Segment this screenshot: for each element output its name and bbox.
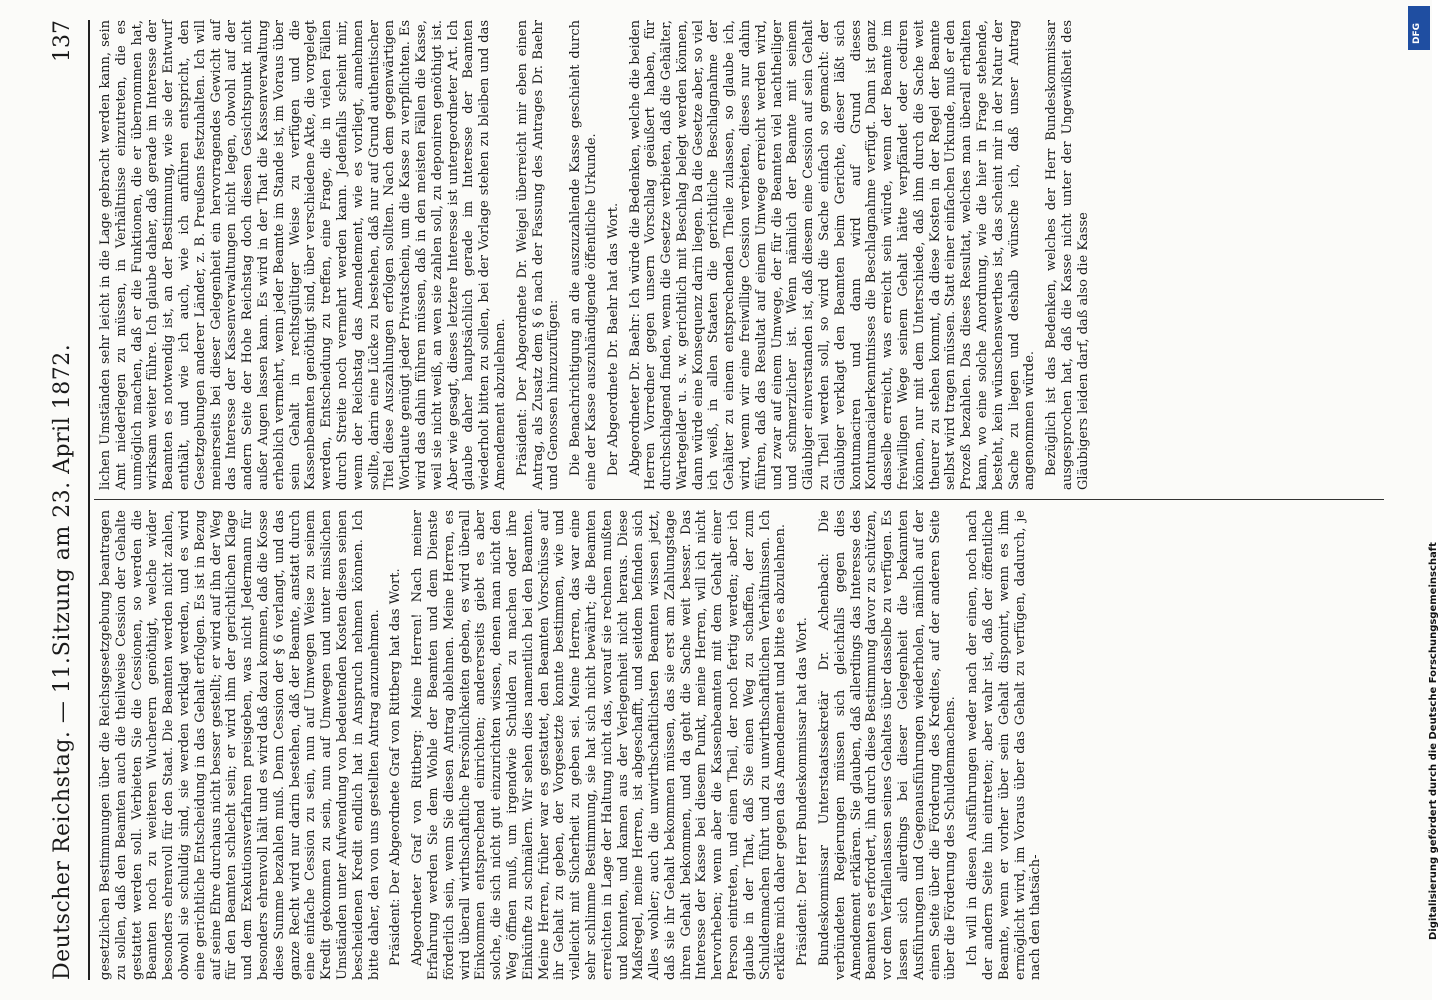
digitization-credit-text: Digitalisierung gefördert durch die Deutsche Forschungsgemeinschaft — [1428, 542, 1439, 940]
paragraph: Präsident: Der Herr Bundeskommissar hat das Wort. — [795, 617, 811, 966]
paragraph: Bundeskommissar Unterstaatssekretär Dr. Achenbach: Die verbündeten Regierungen müssen sich gleichfalls gegen dies Amendement erklären. Sie glauben, daß allerdings das Interesse des Beamten es erfordert, ihn durch diese Bestimmung davor zu schützen, vor dem Verfallenlassen seines Gehaltes über dasselbe zu verfügen. Es lassen sich allerdings bei dieser Gelegenheit die bekannten Ausführungen und Gegenausführungen wiederholen, nämlich auf der einen Seite über die Förderung des Kredites, auf der anderen Seite über die Förderung des Schuldenmachens. — [817, 510, 959, 980]
paragraph: lichen Umständen sehr leicht in die Lage gebracht werden kann, sein Amt niederlegen zu müssen, in Verhältnisse einzutreten, die es unmöglich machen, daß er die Funktionen, die er übernommen hat, wirksam weiter führe. Ich glaube daher, daß gerade im Interesse der Beamten es notwendig ist, an der Bestimmung, wie sie der Entwurf enthält, und wie ich auch, wie ich anführen entspricht, den Gesetzgebungen anderer Länder, z. B. Preußens festzuhalten. Ich will meinerseits bei dieser Gelegenheit ein hervorragendes Gewicht auf das Interesse der Kassenverwaltungen nicht legen, obwohl auf der andern Seite der Hohe Reichstag doch diesen Gesichtspunkt nicht außer Augen lassen kann. Es wird in der That die Kassenverwaltung erheblich vermehrt, wenn jeder Beamte im Stande ist, im Voraus über sein Gehalt in rechtsgültiger Weise zu verfügen und die Kassenbeamten genöthigt sind, über verschiedene Akte, die vorgelegt werden, Entscheidung zu treffen, eine Frage, die in vielen Fällen durch Streite noch vermehrt werden kann. Jedenfalls scheint mir, wenn der Reichstag das Amendement, wie es vorliegt, annehmen sollte, darin eine Lücke zu bestehen, daß nur auf Grund authentischer Titel diese Auszahlungen erfolgen sollten. Nach dem gegenwärtigen Wortlaute genügt jeder Privatschein, um die Kasse zu verpflichten. Es wird das dahin führen müssen, daß in den meisten Fällen die Kasse, weil sie nicht weiß, an wen sie zahlen soll, zu deponiren genöthigt ist. Aber wie gesagt, dieses letztere Interesse ist untergeordneter Art. Ich glaube daher hauptsächlich gerade im Interesse der Beamten wiederholt bitten zu sollen, bei der Vorlage stehen zu bleiben und das Amendement abzulehnen. — [98, 20, 508, 490]
paragraph: Präsident: Der Abgeordnete Dr. Weigel überreicht mir eben einen Antrag, als Zusatz dem § 6 nach der Fassung des Antrages Dr. Baehr und Genossen hinzuzufügen: — [514, 20, 562, 490]
paragraph: Bezüglich ist das Bedenken, welches der Herr Bundeskommissar ausgesprochen hat, daß die Kasse nicht unter der Ungewißheit des Gläubigers leiden darf, daß also die Kasse — [1044, 20, 1091, 490]
page-header — [36, 20, 86, 980]
paragraph: Präsident: Der Abgeordnete Graf von Rittberg hat das Wort. — [388, 568, 404, 966]
column-rule — [94, 499, 1384, 500]
paragraph: Abgeordneter Graf von Rittberg: Meine Herren! Nach meiner Erfahrung werden Sie dem Wohle der Beamten und dem Dienste förderlich sein, wenn Sie diesen Antrag ablehnen. Meine Herren, es wird überall wirthschaftliche Persönlichkeiten geben, es wird überall Einkommen entsprechend einrichten; andererseits giebt es aber solche, die sich nicht gut einzurichten wissen, denen man nicht den Weg öffnen muß, um irgendwie Schulden zu machen oder ihre Einkünfte zu schmälern. Wir sehen dies namentlich bei den Beamten. Meine Herren, früher war es gestattet, den Beamten Vorschüsse auf ihr Gehalt zu geben, der Vorgesetzte konnte bestimmen, wie und vielleicht mit Sicherheit zu geben sei. Meine Herren, das war eine sehr schlimme Bestimmung, sie hat sich nicht bewährt; die Beamten erreichten in Lage der Haltung nicht das, worauf sie rechnen mußten und konnten, und kamen aus der Verlegenheit nicht heraus. Diese Maßregel, meine Herren, ist abgeschafft, und seitdem befinden sich Alles wohler; auch die unwirthschaftlichsten Beamten wissen jetzt, daß sie ihr Gehalt bekommen müssen, das sie erst am Zahlungstage ihren Gehalt bekommen, und da geht die Sache weit besser. Das Interesse der Kasse bei diesem Punkt, meine Herren, will ich nicht hervorheben; wenn aber die Kassenbeamten mit dem Gehalt einer Person eintreten, und einen Theil, der noch fertig werden; aber ich glaube in der That, daß Sie einen Weg zu schaffen, der zum Schuldenmachen führt und zu unwirthschaftlichen Verhältnissen. Ich erkläre mich daher gegen das Amendement und bitte es abzulehnen. — [410, 510, 789, 980]
paragraph: Die Benachrichtigung an die auszuzahlende Kasse geschieht durch eine der Kasse auszuhändigende öffentliche Urkunde. — [568, 20, 599, 490]
header-publication: Deutscher Reichstag. — 11. — [50, 656, 75, 980]
header-rule — [88, 20, 90, 980]
text-column-left — [98, 510, 1388, 980]
paragraph: gesetzlichen Bestimmungen über die Reichsgesetzgebung beantragen zu sollen, daß den Beamten auch die theilweise Cession der Gehalte gestattet werden soll. Verbieten Sie die Cessionen, so werden die Beamten noch zu weiteren Wucherern genöthigt, welche wider besonders ehrenvoll für den Staat. Die Beamten werden nicht zahlen, obwohl sie schuldig sind, sie werden verklagt werden, und es wird eine gerichtliche Entscheidung in das Gehalt erfolgen. Es ist in Bezug auf seine Ehre durchaus nicht besser gestellt; er wird auf ihn der Weg für den Beamten schlecht sein; er wird ihm der gerichtlichen Klage und dem Exekutionsverfahren preisgeben, was nicht Jedermann für besonders ehrenvoll hält und es wird daß dazu kommen, daß die Kosse diese Summe bezahlen muß. Denn Cession der § 6 verlangt, und das ganze Recht wird nur darin bestehen, daß der Beamte, anstatt durch eine einfache Cession zu sein, nun auf Umwegen Weise zu seinem Kredit gekommen zu sein, nun auf Umwegen und unter misslichen Umständen unter Aufwendung von bedeutenden Kosten diesen seinen bescheidenen Kredit endlich hat in Anspruch nehmen können. Ich bitte daher, den von uns gestellten Antrag anzunehmen. — [98, 510, 382, 980]
paragraph: Ich will in diesen Ausführungen weder nach der einen, noch nach der andern Seite hin eintreten; aber wahr ist, daß der öffentliche Beamte, wenn er vorher über sein Gehalt disponirt, wenn es ihm ermöglicht wird, im Voraus über das Gehalt zu verfügen, dadurch, je nach den thatsäch- — [965, 510, 1044, 980]
rotated-page-content — [36, 20, 1396, 980]
digitization-credit — [1410, 60, 1439, 940]
header-session-date: Sitzung am 23. April 1872. — [50, 343, 75, 657]
page-number: 137 — [50, 20, 75, 62]
dfg-logo: DFG — [1408, 6, 1430, 50]
paragraph: Der Abgeordnete Dr. Baehr hat das Wort. — [605, 202, 621, 476]
paragraph: Abgeordneter Dr. Baehr: Ich würde die Bedenken, welche die beiden Herren Vorredner gegen unsern Vorschlag geäußert haben, für durchschlagend finden, wenn die Gesetze verbieten, daß die Gehälter, Wartegelder u. s. w. gerichtlich mit Beschlag belegt werden können, dann würde eine Konsequenz darin liegen. Da die Gesetze aber, so viel ich weiß, in allen Staaten die gerichtliche Beschlagnahme der Gehälter zu einem entsprechenden Theile zulassen, so glaube ich, wird, wenn wir eine freiwillige Cession verbieten, dieses nur dahin führen, daß das Resultat auf einem Umwege erreicht werden wird, und zwar auf einem Umwege, der für die Beamten viel nachtheiliger und schmerzlicher ist. Wenn nämlich der Beamte mit seinem Gläubiger einverstanden ist, daß diesem eine Cession auf sein Gehalt zu Theil werden soll, so wird die Sache einfach so gemacht: der Gläubiger verklagt den Beamten beim Gerichte, dieser läßt sich kontumaciren und dann wird auf Grund dieses Kontumacialerkenntnisses die Beschlagnahme verfügt. Dann ist ganz dasselbe erreicht, was erreicht sein würde, wenn der Beamte im freiwilligen Wege seinem Gehalt hätte verpfändet oder cediren können, nur mit dem Unterschiede, daß ihm durch die Sache weit theurer zu stehen kommt, da diese Kosten in der Regel der Beamte selbst wird tragen müssen. Statt einer einfachen Urkunde, muß er den Prozeß bezahlen. Das dieses Resultat, welches man überall erhalten kann, wo eine solche Anordnung, wie die hier in Frage stehende, besteht, kein wünschenswerthes ist, das scheint mir in der Natur der Sache zu liegen und deshalb wünsche ich, daß unser Antrag angenommen würde. — [627, 20, 1038, 490]
text-column-right — [98, 20, 1388, 490]
